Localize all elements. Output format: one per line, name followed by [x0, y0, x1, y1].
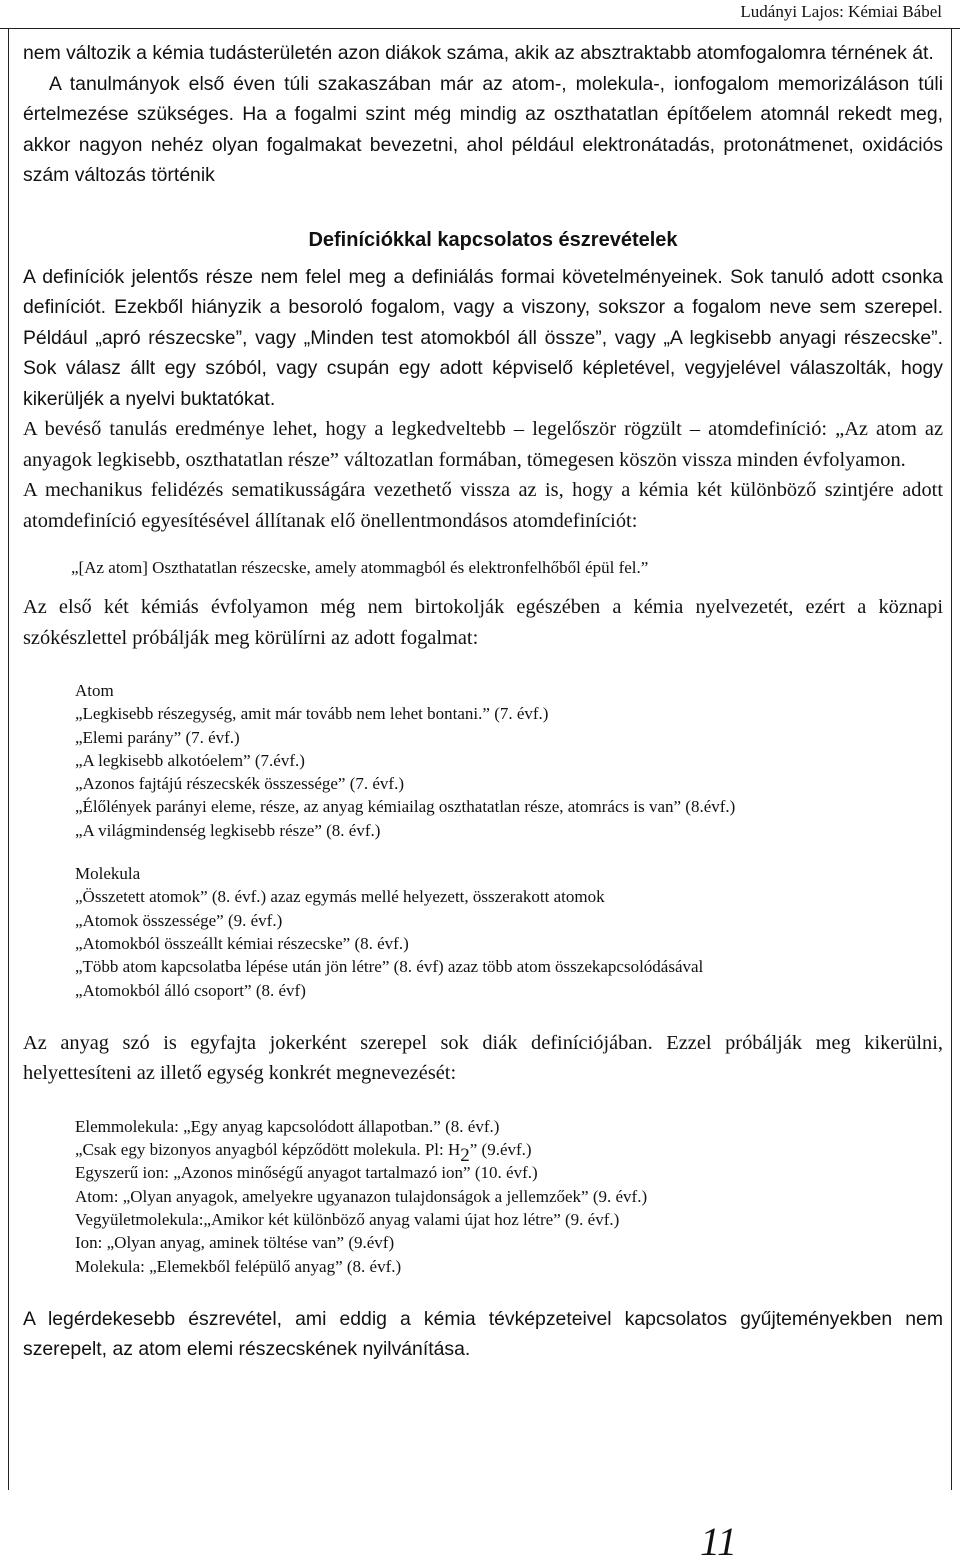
list-item: „A legkisebb alkotóelem” (7.évf.) [75, 750, 305, 770]
list-item: „Atomok összessége” (9. évf.) [75, 910, 283, 930]
section-paragraph-2: A bevéső tanulás eredménye lehet, hogy a legkedveltebb – legelőször rögzült – atomdefiníció: „Az atom az anyagok legkisebb, oszthatatlan része” változatlan formában, tömegesen köszön vissza minden évfolyamon. [23, 418, 943, 471]
right-margin-rule [951, 28, 952, 1490]
section-paragraph-1: A definíciók jelentős része nem felel meg a definiálás formai követelményeinek. Sok tanuló adott csonka definíciót. Ezekből hiányzik a besoroló fogalom, vagy a viszony, sokszor a fogalom neve sem szerepel. Például „apró részecske”, vagy „Minden test atomokból áll össze”, vagy „A legkisebb anyagi részecske”. Sok válasz állt egy szóból, vagy csupán egy adott képviselő képletével, vegyjelével válaszolták, hogy kikerüljék a nyelvi buktatókat. [23, 265, 943, 410]
list-item: Egyszerű ion: „Azonos minőségű anyagot tartalmazó ion” (10. évf.) [75, 1163, 538, 1183]
list-item: „Élőlények parányi eleme, része, az anyag kémiailag oszthatatlan része, atomrács is van” (8.évf.) [75, 797, 736, 817]
page-content [23, 38, 943, 1365]
list-item: „Legkisebb részegység, amit már tovább nem lehet bontani.” (7. évf.) [75, 704, 549, 724]
intro-paragraph-2: A tanulmányok első éven túli szakaszában már az atom-, molekula-, ionfogalom memorizáláson túli értelmezése szükséges. Ha a fogalmi szint még mindig az oszthatatlan építőelem atomnál rekedt meg, akkor nagyon nehéz olyan fogalmakat bevezetni, ahol például elektronátadás, protonátmenet, oxidációs szám változás történik [23, 72, 943, 186]
list-item: Ion: „Olyan anyag, aminek töltése van” (9.évf) [75, 1233, 395, 1253]
page-number: 11 [700, 1519, 738, 1564]
atom-examples-title: Atom [75, 681, 114, 700]
list-item: Elemmolekula: „Egy anyag kapcsolódott állapotban.” (8. évf.) [75, 1116, 500, 1136]
molekula-examples [75, 862, 943, 1002]
molekula-examples-title: Molekula [75, 864, 141, 884]
anyag-examples [75, 1115, 943, 1278]
list-item [75, 1138, 943, 1167]
list-item: „Atomokból összeállt kémiai részecske” (8. évf.) [75, 933, 409, 953]
closing-paragraph: A legérdekesebb észrevétel, ami eddig a kémia tévképzeteivel kapcsolatos gyűjteményekben nem szerepelt, az atom elemi részecskének nyilvánítása. [23, 1307, 943, 1361]
list-item-text: „Csak egy bizonyos anyagból képződött molekula. Pl: H [75, 1140, 461, 1160]
anyag-paragraph: Az anyag szó is egyfajta jokerként szerepel sok diák definíciójában. Ezzel próbálják meg kikerülni, helyettesíteni az illető egység konkrét megnevezését: [23, 1031, 943, 1085]
section-paragraph-4: Az első két kémiás évfolyamon még nem birtokolják egészében a kémia nyelvezetét, ezért a köznapi szókészlettel próbálják meg körülírni az adott fogalmat: [23, 596, 943, 649]
subscript: 2 [460, 1145, 470, 1167]
list-item: „Összetett atomok” (8. évf.) azaz egymás mellé helyezett, összerakott atomok [75, 887, 605, 907]
intro-paragraph-1: nem változik a kémia tudásterületén azon diákok száma, akik az absztraktabb atomfogalomra térnének át. [23, 42, 934, 64]
section-paragraph-3: A mechanikus felidézés sematikusságára vezethető vissza az is, hogy a kémia két különböző szintjére adott atomdefiníció egyesítésével állítanak elő önellentmondásos atomdefiníciót: [23, 479, 943, 532]
list-item: Vegyületmolekula:„Amikor két különböző anyag valami újat hoz létre” (9. évf.) [75, 1210, 620, 1230]
running-header: Ludányi Lajos: Kémiai Bábel [740, 2, 942, 21]
list-item: „Elemi parány” (7. évf.) [75, 727, 240, 747]
list-item: „Azonos fajtájú részecskék összessége” (7. évf.) [75, 774, 404, 794]
list-item: Molekula: „Elemekből felépülő anyag” (8. évf.) [75, 1256, 402, 1276]
list-item: Atom: „Olyan anyagok, amelyekre ugyanazon tulajdonságok a jellemzőek” (9. évf.) [75, 1186, 648, 1206]
section-heading: Definíciókkal kapcsolatos észrevételek [308, 228, 678, 251]
atom-examples [75, 679, 943, 842]
header-rule [0, 28, 960, 29]
list-item: „A világmindenség legkisebb része” (8. évf.) [75, 820, 381, 840]
left-margin-rule [8, 28, 9, 1490]
list-item-text: ” (9.évf.) [469, 1140, 532, 1160]
atom-definition-quote: „[Az atom] Oszthatatlan részecske, amely atommagból és elektronfelhőből épül fel.” [71, 558, 649, 577]
list-item: „Több atom kapcsolatba lépése után jön létre” (8. évf) azaz több atom összekapcsolódásával [75, 957, 704, 977]
list-item: „Atomokból álló csoport” (8. évf) [75, 980, 306, 1000]
